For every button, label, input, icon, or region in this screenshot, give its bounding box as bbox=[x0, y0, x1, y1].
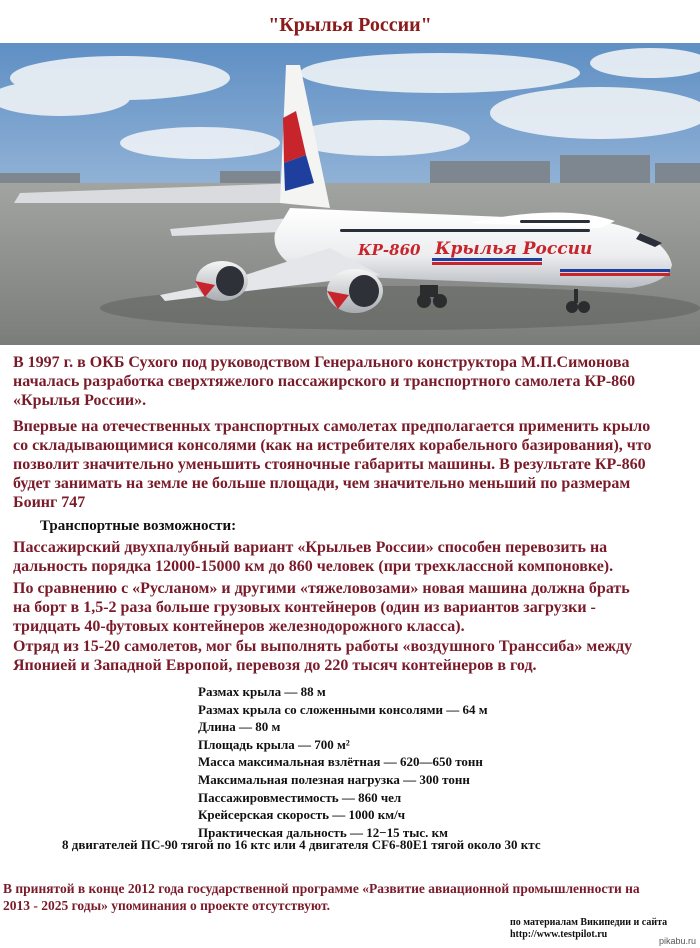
transport-subheading: Транспортные возможности: bbox=[40, 518, 237, 534]
airplane-photo bbox=[0, 43, 700, 345]
spec-item: Площадь крыла — 700 м² bbox=[198, 736, 350, 752]
spec-item: Крейсерская скорость — 1000 км/ч bbox=[198, 807, 406, 823]
spec-item: Масса максимальная взлётная — 620—650 тонн bbox=[198, 754, 483, 770]
specifications-list bbox=[198, 683, 488, 841]
cargo-paragraph: По сравнению с «Русланом» и другими «тяжеловозами» новая машина должна брать на борт в 1,5-2 раза больше грузовых контейнеров (один из вариантов загрузки - тридцать 40-футовых контейнеров железнодорожного класса). bbox=[13, 580, 630, 635]
page-title: "Крылья России" bbox=[268, 14, 432, 36]
fuselage-livery-text: Крылья России bbox=[435, 239, 593, 259]
spec-item: Длина — 80 м bbox=[198, 719, 281, 735]
kr-860-aircraft-illustration bbox=[0, 43, 700, 345]
fuselage-registration: КР-860 bbox=[358, 241, 421, 259]
spec-item: Максимальная полезная нагрузка — 300 тонн bbox=[198, 771, 470, 787]
spec-item: Практическая дальность — 12−15 тыс. км bbox=[198, 824, 449, 840]
engines-line: 8 двигателей ПС-90 тягой по 16 ктс или 4 двигателя CF6-80E1 тягой около 30 ктс bbox=[62, 837, 541, 852]
spec-item: Пассажировместимость — 860 чел bbox=[198, 789, 402, 805]
fleet-paragraph: Отряд из 15-20 самолетов, мог бы выполнять работы «воздушного Транссиба» между Японией и Западной Европой, перевозя до 220 тысяч контейнеров в год. bbox=[13, 638, 633, 674]
intro-paragraph: В 1997 г. в ОКБ Сухого под руководством Генерального конструктора М.П.Симонова началась разработка сверхтяжелого пассажирского и транспортного самолета КР-860 «Крылья России». bbox=[13, 354, 636, 409]
passenger-paragraph: Пассажирский двухпалубный вариант «Крыльев России» способен перевозить на дальность порядка 12000-15000 км до 860 человек (при трехклассной компоновке). bbox=[13, 539, 614, 575]
footnote: В принятой в конце 2012 года государственной программе «Развитие авиационной промышленности на 2013 - 2025 годы» упоминания о проекте отсутствуют. bbox=[3, 881, 640, 913]
spec-item: Размах крыла — 88 м bbox=[198, 684, 326, 699]
wing-paragraph: Впервые на отечественных транспортных самолетах предполагается применить крыло со складывающимися консолями (как на истребителях корабельного базирования), что позволит значительно уменьшить стояночные габариты машины. В результате КР-860 будет занимать на земле не больше площади, чем значительно меньший по размерам Боинг 747 bbox=[13, 418, 652, 511]
spec-item: Размах крыла со сложенными консолями — 64 м bbox=[198, 701, 488, 717]
watermark: pikabu.ru bbox=[658, 936, 696, 946]
source-credit: по материалам Википедии и сайта http://www.testpilot.ru bbox=[510, 917, 668, 940]
